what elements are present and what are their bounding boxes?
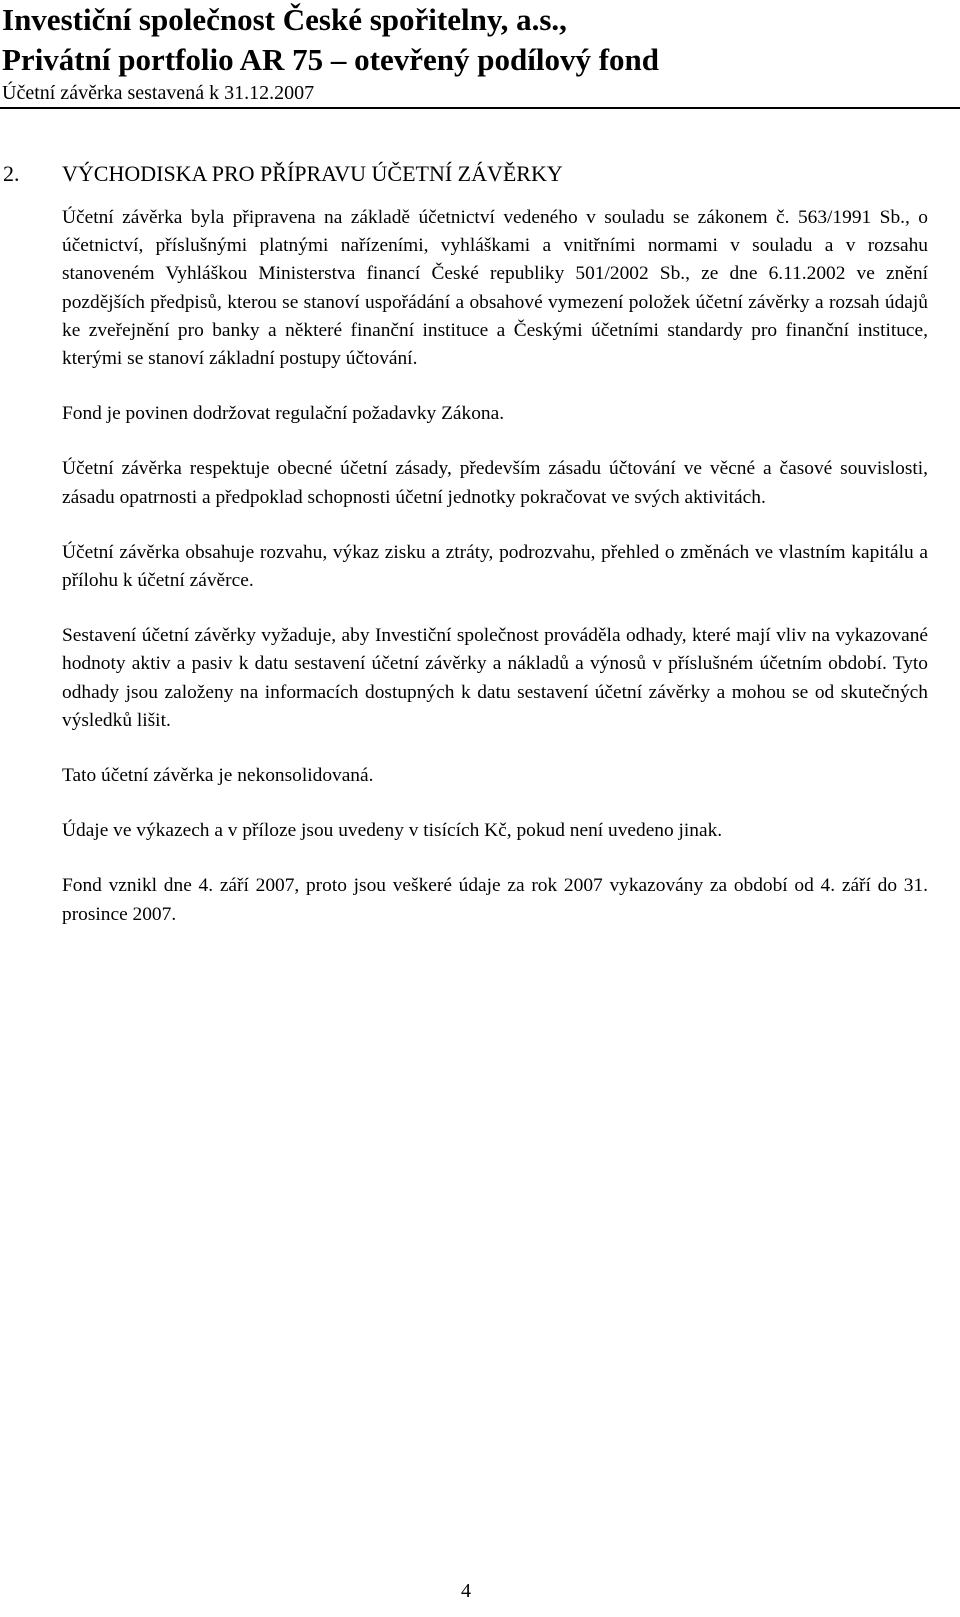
paragraph-estimates: Sestavení účetní závěrky vyžaduje, aby Investiční společnost prováděla odhady, které mají vliv na vykazované hodnoty aktiv a pasiv k datu sestavení účetní závěrky a nákladů a výnosů v příslušném účetním období. Tyto odhady jsou založeny na informacích dostupných k datu sestavení účetní závěrky a mohou se od skutečných výsledků lišit.	[62, 625, 928, 731]
page-number: 4	[461, 1580, 471, 1602]
header-divider	[0, 107, 960, 109]
paragraph-legal-basis: Účetní závěrka byla připravena na základě účetnictví vedeného v souladu se zákonem č. 563/1991 Sb., o účetnictví, příslušnými platnými nařízeními, vyhláškami a vnitřními normami v souladu a v rozsahu stanoveném Vyhláškou Ministerstva financí České republiky 501/2002 Sb., ze dne 6.11.2002 ve znění pozdějších předpisů, kterou se stanoví uspořádání a obsahové vymezení položek účetní závěrky a rozsah údajů ke zveřejnění pro banky a některé finanční instituce a Českými účetními standardy pro finanční instituce, kterými se stanoví základní postupy účtování.	[62, 207, 928, 370]
document-body	[62, 204, 928, 956]
paragraph-components: Účetní závěrka obsahuje rozvahu, výkaz zisku a ztráty, podrozvahu, přehled o změnách ve vlastním kapitálu a přílohu k účetní závěrce.	[62, 541, 928, 592]
paragraph-units: Údaje ve výkazech a v příloze jsou uvedeny v tisících Kč, pokud není uvedeno jinak.	[62, 820, 723, 842]
paragraph-principles: Účetní závěrka respektuje obecné účetní zásady, především zásadu účtování ve věcné a časové souvislosti, zásadu opatrnosti a předpoklad schopnosti účetní jednotky pokračovat ve svých aktivitách.	[62, 458, 928, 508]
paragraph-consolidation: Tato účetní závěrka je nekonsolidovaná.	[62, 765, 374, 787]
section-number: 2.	[3, 161, 20, 186]
section-title: VÝCHODISKA PRO PŘÍPRAVU ÚČETNÍ ZÁVĚRKY	[62, 161, 563, 186]
company-name: Investiční společnost České spořitelny, a.s.,	[2, 2, 567, 37]
fund-name: Privátní portfolio AR 75 – otevřený podílový fond	[2, 42, 660, 77]
page-header	[0, 0, 960, 106]
paragraph-fund-origin: Fond vznikl dne 4. září 2007, proto jsou veškeré údaje za rok 2007 vykazovány za období od 4. září do 31. prosince 2007.	[62, 875, 928, 925]
statement-date: Účetní závěrka sestavená k 31.12.2007	[2, 82, 315, 104]
paragraph-regulatory: Fond je povinen dodržovat regulační požadavky Zákona.	[62, 403, 505, 425]
